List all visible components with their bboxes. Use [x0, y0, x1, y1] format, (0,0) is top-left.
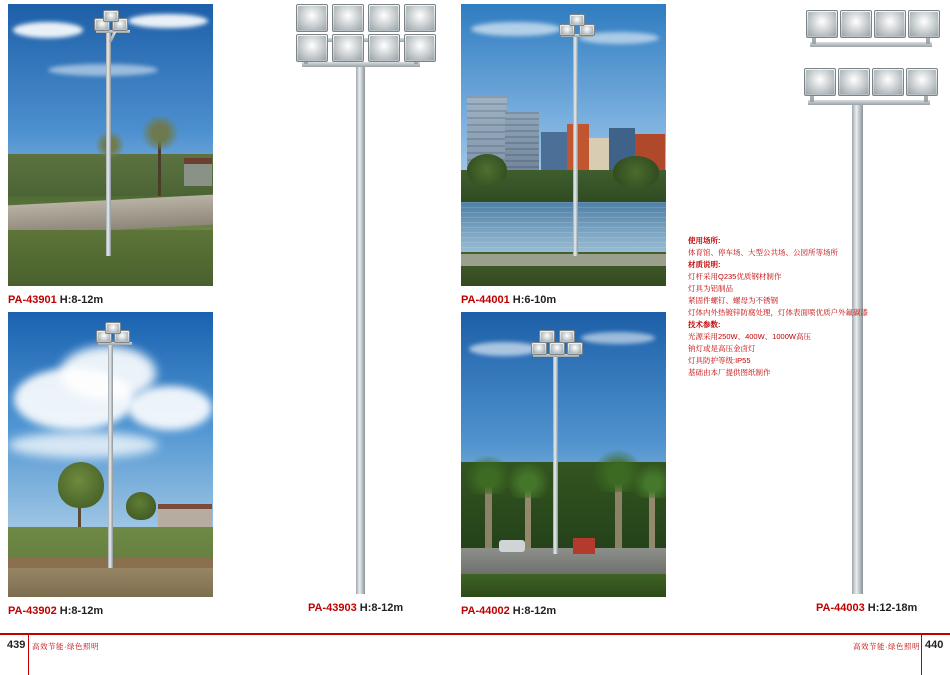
footer-slogan-right: 高效节能·绿色照明 [853, 642, 920, 651]
specification-block [688, 235, 923, 379]
spec-material-line-2: 灯具为铝制品 [688, 284, 733, 293]
product-height: H:8-12m [59, 605, 104, 617]
product-photo-pa-43902 [8, 312, 213, 597]
spec-tech-line-4: 基础由本厂提供图纸制作 [688, 368, 771, 377]
product-photo-pa-43901 [8, 4, 213, 286]
product-cell-pa-43901 [8, 4, 213, 309]
footer-tick-left [28, 635, 29, 675]
product-code: PA-44002 [461, 605, 510, 617]
page-number-right: 440 [925, 639, 944, 651]
spec-material-line-4: 灯体内外热镀锌防腐处理，灯体表面喷优质户外氟碳漆 [688, 308, 868, 317]
spec-material-line-3: 紧固件螺钉、螺母为不锈钢 [688, 296, 778, 305]
product-photo-pa-44002 [461, 312, 666, 597]
product-height: H:8-12m [59, 294, 104, 306]
product-code: PA-43902 [8, 605, 57, 617]
product-caption-pa-44003 [816, 602, 917, 614]
product-cell-pa-43903 [280, 0, 455, 620]
product-caption-pa-43901 [8, 294, 103, 306]
spec-use-title: 使用场所: [688, 236, 721, 245]
page-number-left: 439 [7, 639, 26, 651]
page-footer [0, 633, 950, 675]
spec-tech-line-3: 灯具防护等级:IP55 [688, 356, 751, 365]
product-code: PA-43903 [308, 602, 357, 614]
product-height: H:12-18m [867, 602, 918, 614]
product-height: H:6-10m [512, 294, 557, 306]
footer-rule [0, 633, 950, 635]
product-height: H:8-12m [512, 605, 557, 617]
spec-tech-line-2: 钠灯或是高压金卤灯 [688, 344, 756, 353]
spec-material-line-1: 灯杆采用Q235优质钢材制作 [688, 272, 782, 281]
product-cell-pa-43902 [8, 312, 213, 617]
spec-material-title: 材质说明: [688, 260, 721, 269]
spec-use-line-1: 体育馆、停车场、大型公共场、公园所等场所 [688, 248, 838, 257]
product-caption-pa-44002 [461, 605, 556, 617]
product-code: PA-44003 [816, 602, 865, 614]
footer-slogan-left: 高效节能·绿色照明 [32, 642, 99, 651]
lamp-pole [356, 64, 365, 594]
spec-tech-line-1: 光源采用250W、400W、1000W高压 [688, 332, 811, 341]
product-photo-pa-43903 [280, 0, 455, 600]
product-photo-pa-44001 [461, 4, 666, 286]
product-cell-pa-44001 [461, 4, 666, 309]
spec-tech-title: 技术参数: [688, 320, 721, 329]
product-code: PA-44001 [461, 294, 510, 306]
product-height: H:8-12m [359, 602, 404, 614]
product-code: PA-43901 [8, 294, 57, 306]
footer-tick-right [921, 635, 922, 675]
product-caption-pa-44001 [461, 294, 556, 306]
product-caption-pa-43902 [8, 605, 103, 617]
product-cell-pa-44002 [461, 312, 666, 617]
product-caption-pa-43903 [308, 602, 403, 614]
